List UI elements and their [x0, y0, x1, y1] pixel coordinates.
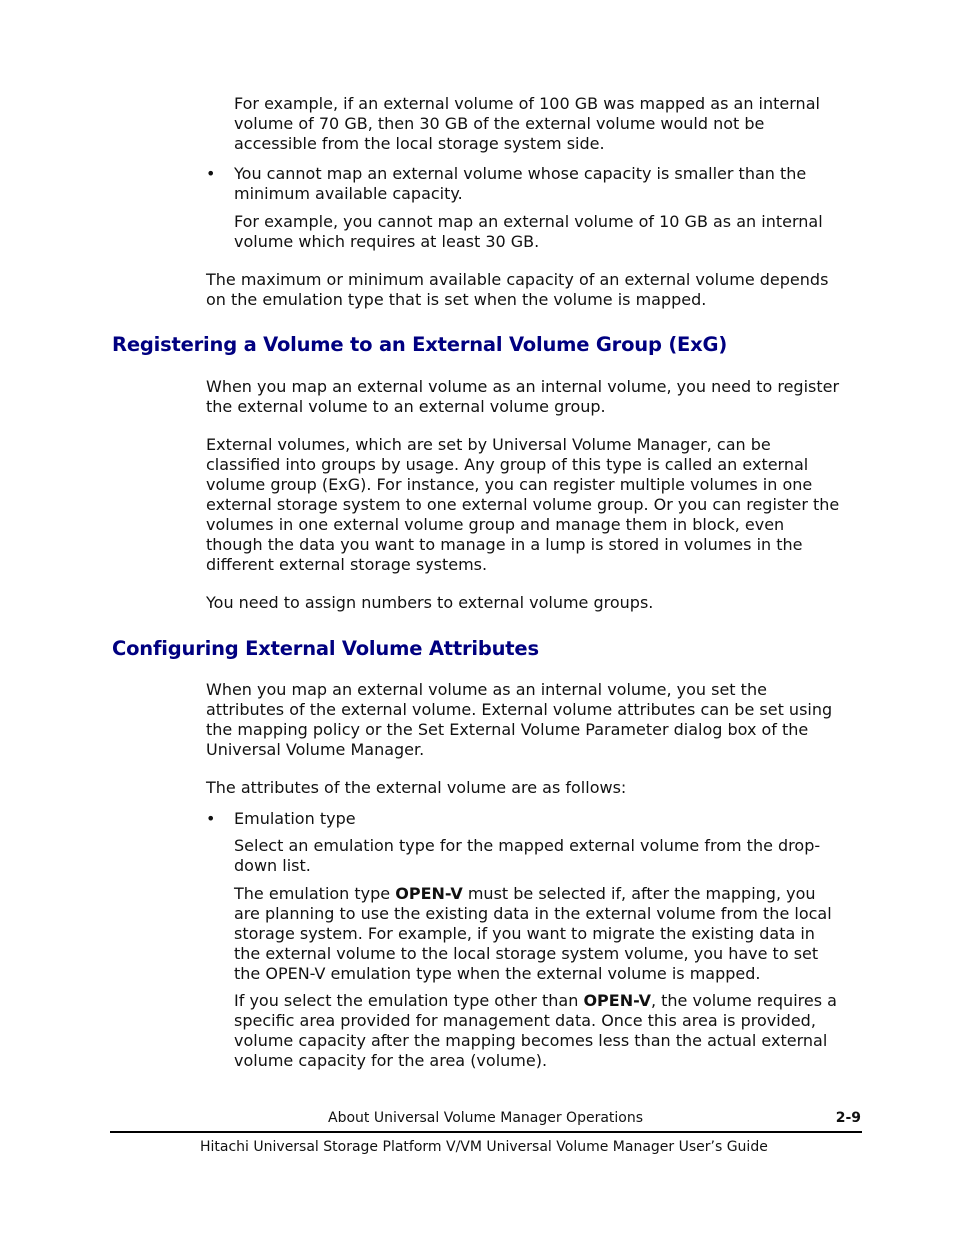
text-line: External volumes, which are set by Universal Volume Manager, can be: [206, 435, 771, 454]
text-line: volumes in one external volume group and manage them in block, even: [206, 515, 785, 534]
text-line: For example, if an external volume of 100 GB was mapped as an internal: [234, 94, 820, 113]
text-run: The emulation type: [234, 884, 396, 903]
text-line: the external volume to an external volume group.: [206, 397, 606, 416]
footer-chapter-title: About Universal Volume Manager Operations: [328, 1110, 644, 1126]
text-line: the external volume to the local storage system volume, you have to set: [234, 944, 819, 963]
text-line: are planning to use the existing data in the external volume from the local: [234, 904, 832, 923]
text-line: storage system. For example, if you want to migrate the existing data in: [234, 924, 815, 943]
text-line: minimum available capacity.: [234, 184, 463, 203]
bullet-emulation-type: Emulation type: [234, 809, 356, 828]
emulation-code: OPEN-V: [395, 884, 463, 903]
bullet-marker: •: [206, 164, 216, 183]
text-line: When you map an external volume as an internal volume, you set the: [206, 680, 767, 699]
text-line: accessible from the local storage system side.: [234, 134, 605, 153]
footer-page-number: 2-9: [835, 1110, 861, 1126]
text-line: though the data you want to manage in a lump is stored in volumes in the: [206, 535, 803, 554]
text-line: Universal Volume Manager.: [206, 740, 425, 759]
text-line: When you map an external volume as an internal volume, you need to register: [206, 377, 840, 396]
section-heading-attributes: Configuring External Volume Attributes: [112, 637, 539, 660]
text-line: different external storage systems.: [206, 555, 488, 574]
text-line: The maximum or minimum available capacity of an external volume depends: [206, 270, 829, 289]
bullet-marker: •: [206, 809, 216, 828]
text-run: If you select the emulation type other than: [234, 991, 584, 1010]
text-run: , the volume requires a: [650, 991, 837, 1010]
text-line: You need to assign numbers to external volume groups.: [206, 593, 654, 612]
text-line: For example, you cannot map an external volume of 10 GB as an internal: [234, 212, 823, 231]
emulation-code: OPEN-V: [583, 991, 651, 1010]
text-line: volume capacity after the mapping becomes less than the actual external: [234, 1031, 828, 1050]
text-line: [234, 884, 866, 904]
text-line: volume group (ExG). For instance, you can register multiple volumes in one: [206, 475, 813, 494]
text-line: the mapping policy or the Set External Volume Parameter dialog box of the: [206, 720, 809, 739]
text-line: classified into groups by usage. Any group of this type is called an external: [206, 455, 809, 474]
footer-guide-title: Hitachi Universal Storage Platform V/VM Universal Volume Manager User’s Guide: [200, 1139, 768, 1155]
text-line: down list.: [234, 856, 311, 875]
text-line: The attributes of the external volume are as follows:: [206, 778, 627, 797]
text-line: the OPEN-V emulation type when the external volume is mapped.: [234, 964, 761, 983]
text-line: volume of 70 GB, then 30 GB of the external volume would not be: [234, 114, 765, 133]
text-line: Select an emulation type for the mapped external volume from the drop-: [234, 836, 821, 855]
text-line: volume which requires at least 30 GB.: [234, 232, 540, 251]
section-heading-exg: Registering a Volume to an External Volume Group (ExG): [112, 333, 728, 356]
text-line: volume capacity for the area (volume).: [234, 1051, 548, 1070]
text-run: must be selected if, after the mapping, you: [462, 884, 816, 903]
text-line: specific area provided for management data. Once this area is provided,: [234, 1011, 816, 1030]
text-line: You cannot map an external volume whose capacity is smaller than the: [234, 164, 807, 183]
text-line: attributes of the external volume. External volume attributes can be set using: [206, 700, 833, 719]
text-line: on the emulation type that is set when the volume is mapped.: [206, 290, 707, 309]
footer-divider: [110, 1131, 862, 1133]
text-line: external storage system to one external volume group. Or you can register the: [206, 495, 840, 514]
text-line: [234, 991, 866, 1011]
